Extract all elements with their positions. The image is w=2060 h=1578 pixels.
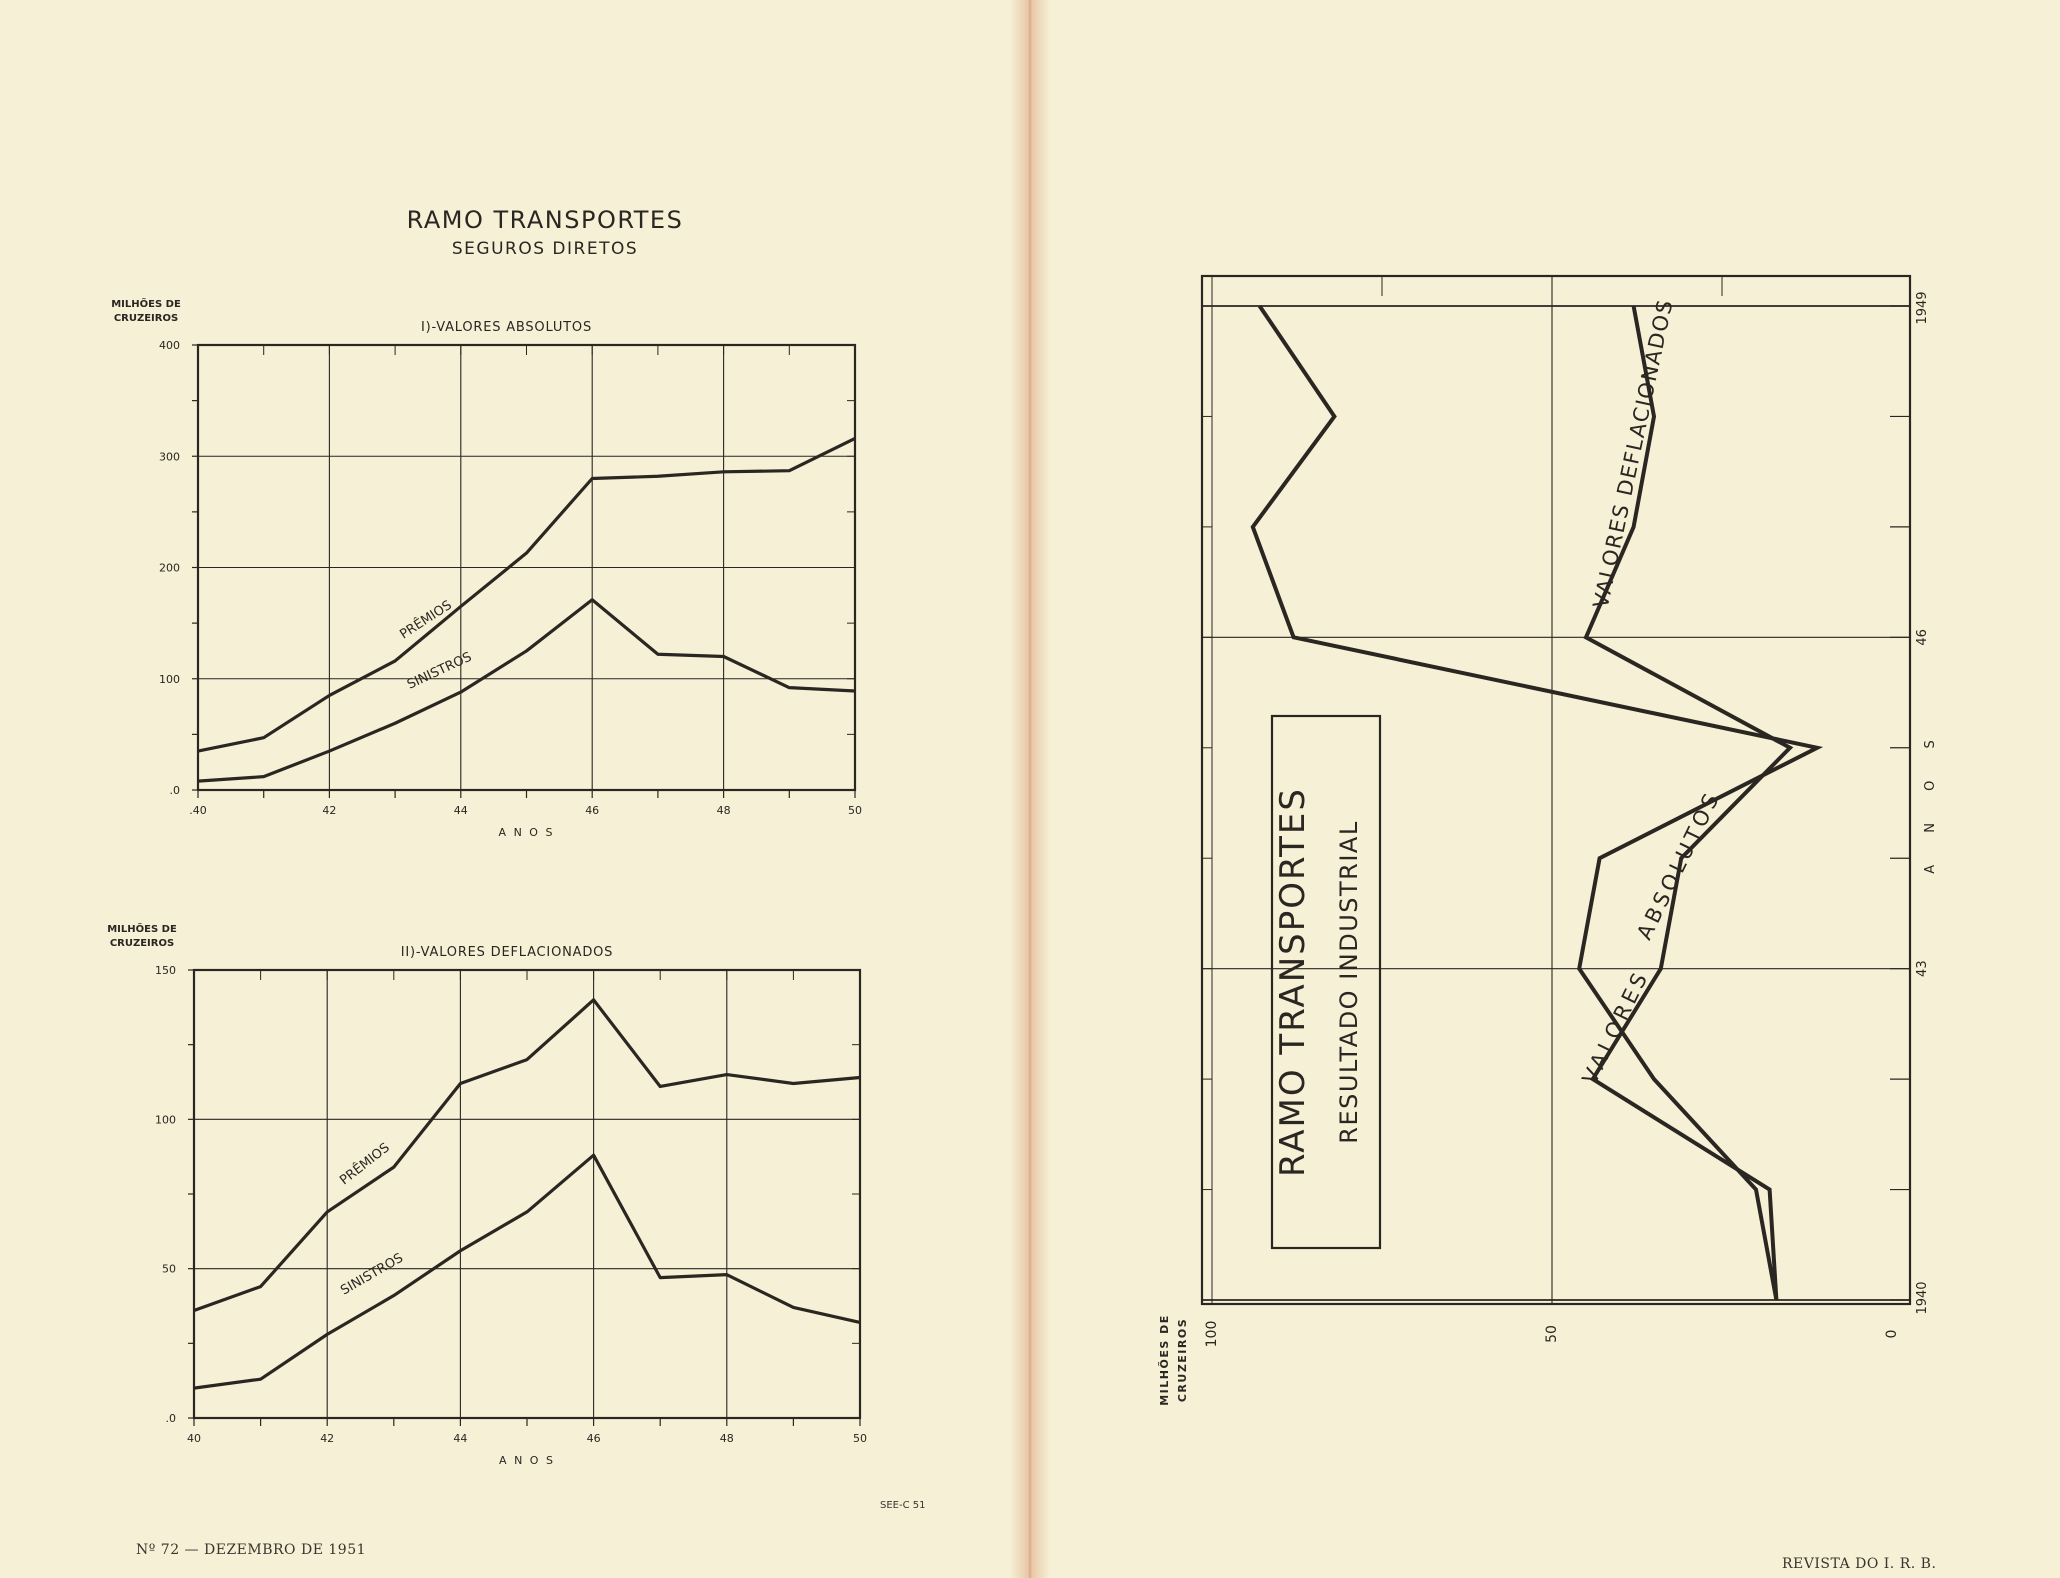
- y-tick-label: 100: [155, 1113, 176, 1127]
- series-label: ABSOLUTOS: [1632, 786, 1726, 944]
- x-tick-label: 46: [1915, 629, 1930, 646]
- y-tick-label: .0: [165, 1412, 176, 1425]
- y-axis-label: CRUZEIROS: [113, 313, 179, 324]
- chart-subtitle: RESULTADO INDUSTRIAL: [1335, 820, 1363, 1144]
- y-tick-label: 50: [162, 1262, 176, 1276]
- left-footer: Nº 72 — DEZEMBRO DE 1951: [136, 1542, 367, 1558]
- chart-credit: SEE-C 51: [880, 1500, 926, 1511]
- x-axis-label: A N O S: [499, 1454, 555, 1467]
- y-axis-label: MILHÕES DE: [107, 924, 177, 935]
- x-tick-label: 44: [453, 1432, 468, 1445]
- y-tick-label: 100: [1204, 1320, 1220, 1348]
- x-tick-label: 50: [853, 1432, 867, 1445]
- chart-resultado-industrial: [1158, 276, 1938, 1406]
- x-tick-label: 48: [716, 804, 731, 817]
- y-tick-label: 200: [159, 561, 180, 575]
- x-tick-label: 42: [322, 804, 337, 817]
- x-tick-label: .40: [189, 804, 207, 817]
- x-tick-label: 48: [719, 1432, 734, 1445]
- x-tick-label: 46: [585, 804, 600, 817]
- x-tick-label: 1949: [1915, 291, 1930, 325]
- y-tick-label: 150: [155, 964, 176, 977]
- series-label: PRÊMIOS: [337, 1140, 393, 1189]
- y-tick-label: 300: [159, 450, 180, 464]
- y-tick-label: 400: [159, 339, 180, 352]
- y-tick-label: 0: [1884, 1329, 1900, 1339]
- x-tick-label: 46: [586, 1432, 601, 1445]
- x-tick-label: 40: [187, 1432, 201, 1445]
- series-label: VALORES: [1577, 965, 1654, 1088]
- page-subtitle: SEGUROS DIRETOS: [451, 239, 639, 259]
- x-axis-label: A N O S: [498, 826, 555, 839]
- series-line-prmios: [194, 1000, 860, 1311]
- chart-title: I)-VALORES ABSOLUTOS: [420, 320, 593, 335]
- series-label: VALORES DEFLACIONADOS: [1588, 296, 1678, 611]
- x-tick-label: 42: [320, 1432, 335, 1445]
- y-axis-label: MILHÕES DE: [111, 299, 181, 310]
- x-tick-label: 44: [453, 804, 468, 817]
- page-title: RAMO TRANSPORTES: [406, 206, 684, 234]
- y-tick-label: .0: [169, 784, 180, 797]
- chart-valores-deflacionados: [107, 922, 867, 1467]
- series-label: SINISTROS: [338, 1250, 406, 1299]
- right-footer: REVISTA DO I. R. B.: [1782, 1556, 1937, 1572]
- y-axis-label: MILHÕES DE: [1158, 1314, 1171, 1406]
- x-tick-label: 50: [848, 804, 862, 817]
- series-line-prmios: [198, 438, 855, 751]
- series-line-sinistros: [198, 600, 855, 781]
- series-label: PRÊMIOS: [397, 597, 455, 643]
- series-label: SINISTROS: [405, 649, 475, 693]
- x-tick-label: 43: [1915, 960, 1930, 977]
- y-tick-label: 50: [1544, 1325, 1560, 1343]
- y-tick-label: 100: [159, 672, 180, 686]
- chart-title: II)-VALORES DEFLACIONADOS: [400, 945, 614, 960]
- y-axis-label: CRUZEIROS: [109, 938, 175, 949]
- y-axis-label: CRUZEIROS: [1176, 1317, 1189, 1403]
- plot-frame: [194, 970, 860, 1418]
- series-line-valoresabsolutos: [1253, 306, 1817, 1300]
- series-line-sinistros: [194, 1155, 860, 1388]
- x-axis-label: A N O S: [1923, 726, 1938, 874]
- chart-valores-absolutos: [111, 297, 862, 839]
- x-tick-label: 1940: [1915, 1281, 1930, 1315]
- series-line-valoresdeflacionados: [1586, 306, 1790, 1300]
- chart-title: RAMO TRANSPORTES: [1273, 787, 1313, 1177]
